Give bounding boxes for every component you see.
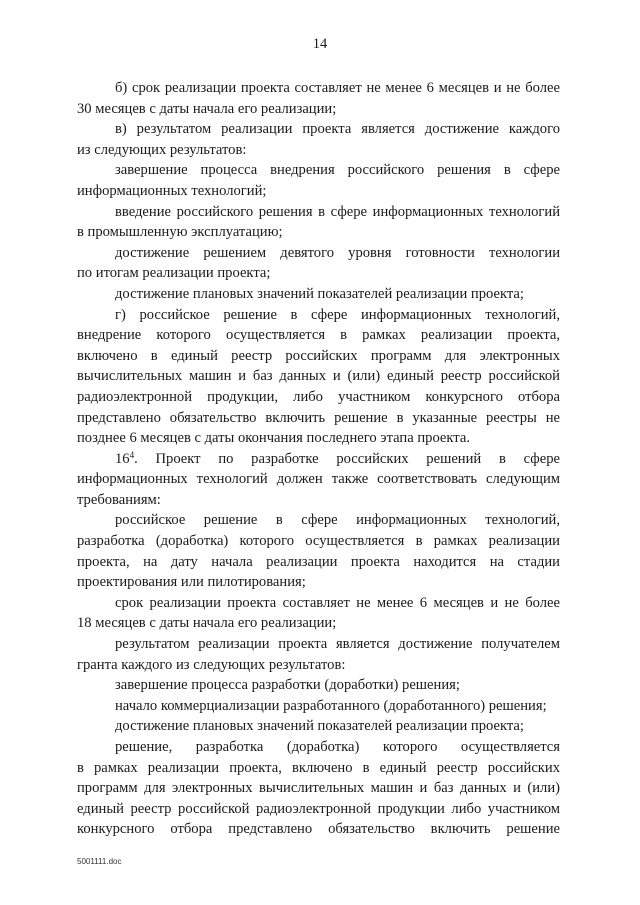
text-line: достижение плановых значений показателей реализации проекта; (115, 285, 524, 302)
text-line: результатом реализации проекта является достижение получателем (115, 636, 560, 653)
text-line: позднее 6 месяцев с даты окончания последнего этапа проекта. (77, 430, 470, 447)
section-text: . Проект по разработке российских решений в сфере (134, 450, 560, 467)
text-line: срок реализации проекта составляет не менее 6 месяцев и не более (115, 594, 560, 611)
text-line: в промышленную эксплуатацию; (77, 224, 283, 241)
text-line: гранта каждого из следующих результатов: (77, 656, 346, 673)
section-superscript: 4 (129, 449, 135, 460)
text-line: разработка (доработка) которого осуществляется в рамках реализации (77, 533, 560, 550)
text-line: радиоэлектронной продукции, либо участником конкурсного отбора (77, 388, 560, 405)
text-line: требованиям: (77, 491, 161, 508)
text-line: по итогам реализации проекта; (77, 265, 271, 282)
text-line: достижение плановых значений показателей реализации проекта; (115, 718, 524, 735)
text-line: представлено обязательство включить решение в указанные реестры не (77, 409, 560, 426)
text-line: проекта, на дату начала реализации проекта находится на стадии (77, 553, 560, 570)
text-line: в) результатом реализации проекта является достижение каждого (115, 121, 560, 138)
text-line: 18 месяцев с даты начала его реализации; (77, 615, 337, 632)
text-line: программ для электронных вычислительных машин и баз данных и (или) (77, 780, 560, 797)
text-line: решение, разработка (доработка) которого осуществляется (115, 739, 560, 755)
text-line: введение российского решения в сфере информационных технологий (115, 203, 560, 220)
text-line: достижение решением девятого уровня готовности технологии (115, 244, 560, 261)
text-line: вычислительных машин и баз данных и (или) единый реестр российской (77, 368, 560, 385)
text-line: завершение процесса разработки (доработки) решения; (115, 677, 460, 694)
text-line: г) российское решение в сфере информационных технологий, (115, 306, 560, 323)
text-line: информационных технологий должен также соответствовать следующим (77, 471, 560, 488)
text-line: российское решение в сфере информационных технологий, (115, 512, 560, 529)
section-heading-line (77, 449, 560, 470)
file-name-footer: 5001111.doc (77, 857, 122, 866)
text-line: б) срок реализации проекта составляет не менее 6 месяцев и не более (115, 80, 560, 96)
text-line: внедрение которого осуществляется в рамках реализации проекта, (77, 327, 560, 344)
text-line: завершение процесса внедрения российского решения в сфере (115, 162, 560, 179)
text-line: начало коммерциализации разработанного (доработанного) решения; (115, 697, 547, 714)
text-line: единый реестр российской радиоэлектронной продукции либо участником (77, 800, 560, 817)
section-number: 16 (115, 450, 130, 467)
page-number: 14 (312, 36, 328, 52)
text-line: в рамках реализации проекта, включено в единый реестр российских (77, 759, 560, 776)
document-body (77, 78, 560, 840)
text-line: информационных технологий; (77, 182, 267, 199)
text-line: конкурсного отбора представлено обязательство включить решение (77, 821, 560, 838)
text-line: проектирования или пилотирования; (77, 574, 306, 591)
text-line: 30 месяцев с даты начала его реализации; (77, 100, 337, 117)
text-line: из следующих результатов: (77, 141, 247, 158)
text-line: включено в единый реестр российских программ для электронных (77, 347, 560, 364)
